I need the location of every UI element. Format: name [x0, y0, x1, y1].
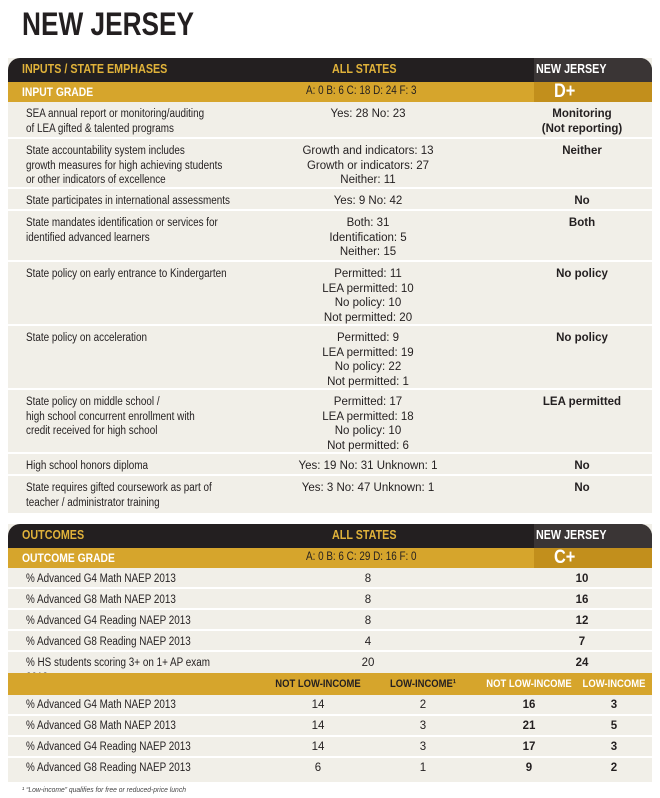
all-states-header: ALL STATES: [332, 62, 397, 76]
table-row: [8, 262, 652, 326]
row-label: % Advanced G4 Reading NAEP 2013: [26, 615, 191, 627]
row-label: % Advanced G4 Math NAEP 2013: [26, 573, 176, 585]
row-state-value: No: [574, 460, 590, 472]
state-low-income-header: LOW-INCOME: [582, 678, 646, 690]
row-label: % Advanced G8 Math NAEP 2013: [26, 720, 176, 732]
row-all-states: Permitted: 17 LEA permitted: 18 No policy: 10 Not permitted: 6: [322, 396, 414, 452]
row-all-states: 20: [361, 657, 375, 669]
row-state-value: Neither: [562, 145, 602, 157]
row-state-value: LEA permitted: [542, 396, 622, 408]
all-low-income: 3: [419, 741, 427, 753]
outcome-grade-distribution: A: 0 B: 6 C: 29 D: 16 F: 0: [306, 551, 417, 563]
row-all-states: Yes: 3 No: 47 Unknown: 1: [301, 482, 435, 494]
outcomes-header-label: OUTCOMES: [22, 528, 85, 542]
row-all-states: Yes: 19 No: 31 Unknown: 1: [298, 460, 438, 472]
row-state-value: No policy: [556, 268, 608, 280]
outcomes-table: [8, 524, 652, 782]
table-row: [8, 454, 652, 476]
table-row: [8, 139, 652, 189]
row-label: State participates in international assessments: [26, 195, 230, 207]
all-low-income: 2: [419, 699, 427, 711]
input-grade-row: [8, 82, 652, 102]
all-not-low-income: 14: [311, 741, 325, 753]
table-row: [8, 610, 652, 631]
income-row: [8, 737, 652, 758]
state-low-income: 5: [610, 720, 618, 732]
row-state-value: 24: [575, 657, 589, 669]
table-row: [8, 326, 652, 390]
row-state-value: No: [574, 482, 590, 494]
row-label: State requires gifted coursework as part of teacher / administrator training: [26, 482, 212, 509]
outcome-grade-value: C+: [554, 547, 576, 568]
table-row: [8, 589, 652, 610]
state-not-low-income: 21: [522, 720, 536, 732]
outcome-grade-label: OUTCOME GRADE: [22, 551, 115, 565]
table-row: [8, 652, 652, 673]
inputs-header: [8, 58, 652, 82]
row-label: % Advanced G4 Reading NAEP 2013: [26, 741, 191, 753]
income-subheader: [8, 673, 652, 695]
income-row: [8, 758, 652, 779]
footnote: ¹ “Low-income” qualifies for free or reduced-price lunch: [22, 785, 186, 794]
page-title: NEW JERSEY: [22, 6, 195, 42]
row-all-states: 4: [364, 636, 372, 648]
row-label: % Advanced G8 Math NAEP 2013: [26, 594, 176, 606]
row-label: % Advanced G8 Reading NAEP 2013: [26, 762, 191, 774]
table-row: [8, 568, 652, 589]
row-all-states: Permitted: 11 LEA permitted: 10 No policy: 10 Not permitted: 20: [322, 268, 414, 324]
outcomes-header: [8, 524, 652, 548]
grade-highlight: [534, 82, 652, 102]
row-state-value: 12: [575, 615, 589, 627]
state-not-low-income: 16: [522, 699, 536, 711]
row-state-value: No: [574, 195, 590, 207]
row-all-states: Permitted: 9 LEA permitted: 19 No policy: 22 Not permitted: 1: [322, 332, 414, 388]
income-row: [8, 716, 652, 737]
row-label: State policy on early entrance to Kindergarten: [26, 268, 227, 280]
row-all-states: Growth and indicators: 13 Growth or indicators: 27 Neither: 11: [302, 145, 434, 186]
input-grade-label: INPUT GRADE: [22, 85, 94, 99]
table-row: [8, 631, 652, 652]
all-low-income-header: LOW-INCOME¹: [389, 678, 457, 690]
all-low-income: 1: [419, 762, 427, 774]
row-label: High school honors diploma: [26, 460, 149, 472]
row-all-states: Both: 31 Identification: 5 Neither: 15: [329, 217, 407, 258]
income-row: [8, 695, 652, 716]
inputs-header-label: INPUTS / STATE EMPHASES: [22, 62, 168, 76]
row-label: % HS students scoring 3+ on 1+ AP exam: [26, 657, 210, 669]
outcome-grade-row: [8, 548, 652, 568]
all-states-header: ALL STATES: [332, 528, 397, 542]
row-state-value: 7: [578, 636, 586, 648]
state-low-income: 3: [610, 741, 618, 753]
row-all-states: Yes: 9 No: 42: [333, 195, 403, 207]
table-row: [8, 390, 652, 454]
row-label: State accountability system includes growth measures for high achieving students or other indicators of excellence: [26, 145, 223, 186]
row-state-value: Both: [568, 217, 596, 229]
input-grade-distribution: A: 0 B: 6 C: 18 D: 24 F: 3: [306, 85, 417, 97]
table-row: [8, 102, 652, 139]
row-state-value: No policy: [556, 332, 608, 344]
grade-highlight: [534, 548, 652, 568]
table-row: [8, 476, 652, 511]
input-grade-value: D+: [554, 81, 576, 102]
state-not-low-income: 17: [522, 741, 536, 753]
row-state-value: 10: [575, 573, 589, 585]
table-row: [8, 189, 652, 211]
row-label: % Advanced G4 Math NAEP 2013: [26, 699, 176, 711]
row-all-states: 8: [364, 573, 372, 585]
row-label: State policy on acceleration: [26, 332, 147, 344]
row-all-states: 8: [364, 615, 372, 627]
inputs-table: [8, 58, 652, 513]
state-header: NEW JERSEY: [536, 528, 607, 542]
row-label: SEA annual report or monitoring/auditing of LEA gifted & talented programs: [26, 108, 205, 135]
row-label: State mandates identification or services for identified advanced learners: [26, 217, 218, 244]
all-low-income: 3: [419, 720, 427, 732]
all-not-low-income: 6: [314, 762, 322, 774]
all-not-low-income-header: NOT LOW-INCOME: [275, 678, 361, 690]
state-low-income: 2: [610, 762, 618, 774]
table-row: [8, 211, 652, 262]
all-not-low-income: 14: [311, 720, 325, 732]
row-label: State policy on middle school / high school concurrent enrollment with credit received for high school: [26, 396, 195, 437]
state-not-low-income-header: NOT LOW-INCOME: [486, 678, 572, 690]
row-all-states: Yes: 28 No: 23: [330, 108, 406, 120]
state-not-low-income: 9: [525, 762, 533, 774]
row-state-value: Monitoring (Not reporting): [541, 108, 623, 135]
state-header: NEW JERSEY: [536, 62, 607, 76]
all-not-low-income: 14: [311, 699, 325, 711]
row-state-value: 16: [575, 594, 589, 606]
row-all-states: 8: [364, 594, 372, 606]
state-low-income: 3: [610, 699, 618, 711]
row-label: % Advanced G8 Reading NAEP 2013: [26, 636, 191, 648]
